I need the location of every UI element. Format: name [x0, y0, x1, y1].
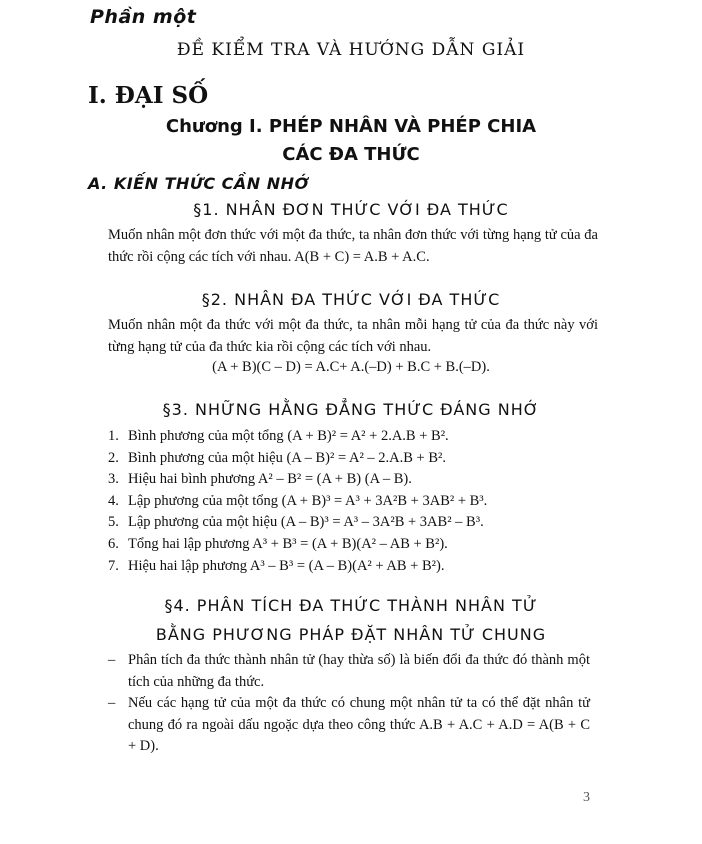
item-formula: A³ + B³ = (A + B)(A² – AB + B²).	[252, 535, 448, 552]
item-name: Lập phương của một hiệu	[128, 514, 278, 531]
item-name: Hiệu hai lập phương	[128, 557, 248, 574]
item-number: 6.	[108, 535, 119, 552]
list-item	[108, 448, 487, 470]
item-name: Lập phương của một tổng	[128, 492, 279, 509]
s1-title: §1. NHÂN ĐƠN THỨC VỚI ĐA THỨC	[193, 200, 509, 219]
item-formula: A² – B² = (A + B) (A – B).	[257, 471, 412, 488]
part-label: Phần một	[90, 6, 197, 28]
item-number: 5.	[108, 514, 119, 531]
list-item	[108, 556, 487, 578]
document-title: ĐỀ KIỂM TRA VÀ HƯỚNG DẪN GIẢI	[176, 40, 526, 60]
item-number: 2.	[108, 449, 119, 466]
bullet-text: Phân tích đa thức thành nhân tử (hay thừa số) là biến đổi đa thức đó thành một tích của những đa thức.	[128, 652, 590, 690]
item-number: 1.	[108, 428, 119, 444]
item-number: 3.	[108, 471, 119, 488]
list-item	[108, 426, 487, 448]
chapter-title-line2: CÁC ĐA THỨC	[282, 144, 420, 165]
list-item	[108, 512, 487, 534]
s4-bullet-2	[108, 693, 590, 758]
subheading: A. KIẾN THỨC CẦN NHỚ	[88, 174, 309, 193]
section-title: I. ĐẠI SỐ	[88, 82, 209, 109]
item-number: 4.	[108, 492, 119, 509]
identities-list	[108, 426, 487, 577]
item-number: 7.	[108, 557, 119, 574]
item-name: Hiệu hai bình phương	[128, 471, 256, 488]
s3-title: §3. NHỮNG HẰNG ĐẲNG THỨC ĐÁNG NHỚ	[162, 400, 540, 419]
item-formula: (A + B)³ = A³ + 3A²B + 3AB² + B³.	[281, 492, 488, 509]
item-name: Bình phương của một tổng	[128, 428, 284, 444]
bullet-text: Nếu các hạng tử của một đa thức có chung một nhân tử ta có thể đặt nhân tử chung đó ra ngoài dấu ngoặc dựa theo công thức A.B + A.C + A.D = A(B + C + D).	[128, 695, 590, 755]
item-formula: (A – B)³ = A³ – 3A²B + 3AB² – B³.	[280, 514, 484, 531]
s4-title-line2: BẰNG PHƯƠNG PHÁP ĐẶT NHÂN TỬ CHUNG	[155, 625, 547, 644]
s4-bullet-1	[108, 650, 590, 693]
s2-text: Muốn nhân một đa thức với một đa thức, ta nhân mỗi hạng tử của đa thức này với từng hạng tử của đa thức kia rồi cộng các tích với nhau.	[108, 317, 598, 355]
s4-title-line1: §4. PHÂN TÍCH ĐA THỨC THÀNH NHÂN TỬ	[164, 596, 538, 615]
list-item	[108, 491, 487, 513]
item-formula: (A + B)² = A² + 2.A.B + B².	[287, 428, 449, 444]
item-name: Bình phương của một hiệu	[128, 449, 283, 466]
item-formula: A³ – B³ = (A – B)(A² + AB + B²).	[249, 557, 445, 574]
dash-marker: –	[108, 695, 116, 711]
s1-text: Muốn nhân một đơn thức với một đa thức, ta nhân đơn thức với từng hạng tử của đa thức rồi cộng các tích với nhau. A(B + C) = A.B + A.C.	[108, 227, 598, 265]
item-name: Tổng hai lập phương	[128, 535, 250, 552]
list-item	[108, 534, 487, 556]
chapter-title-line1: Chương I. PHÉP NHÂN VÀ PHÉP CHIA	[165, 116, 537, 137]
list-item	[108, 469, 487, 491]
page-number: 3	[583, 790, 590, 805]
s2-title: §2. NHÂN ĐA THỨC VỚI ĐA THỨC	[201, 290, 501, 309]
item-formula: (A – B)² = A² – 2.A.B + B².	[286, 449, 447, 466]
s2-formula: (A + B)(C – D) = A.C+ A.(–D) + B.C + B.(–D).	[212, 359, 490, 375]
dash-marker: –	[108, 652, 116, 668]
